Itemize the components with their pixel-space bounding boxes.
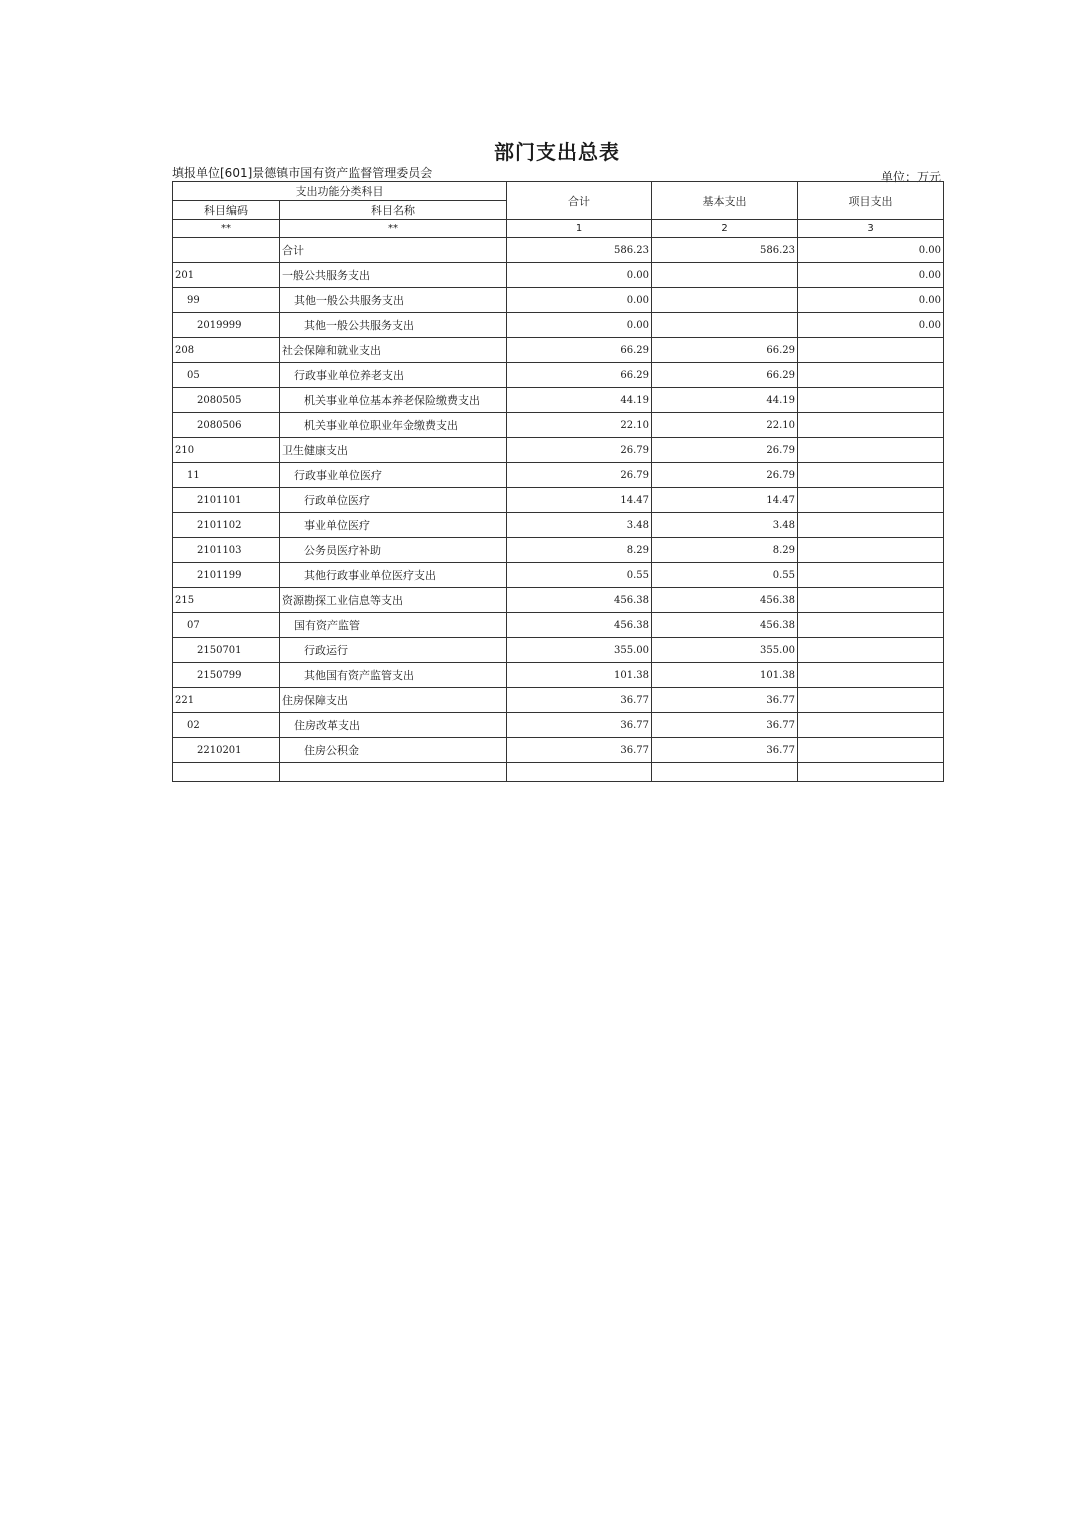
basic-expenditure-cell: 456.38	[652, 588, 798, 613]
project-expenditure-cell	[798, 538, 944, 563]
project-expenditure-cell	[798, 613, 944, 638]
empty-cell	[507, 763, 652, 782]
subject-code-cell: 11	[173, 463, 280, 488]
project-expenditure-cell	[798, 513, 944, 538]
index-cell: 1	[507, 220, 652, 238]
empty-cell	[652, 763, 798, 782]
table-row	[173, 463, 944, 488]
table-row	[173, 613, 944, 638]
subject-code-cell: 221	[173, 688, 280, 713]
subject-name-cell: 其他行政事业单位医疗支出	[280, 563, 507, 588]
header-subject-code: 科目编码	[173, 201, 280, 220]
project-expenditure-cell: 0.00	[798, 238, 944, 263]
basic-expenditure-cell: 36.77	[652, 738, 798, 763]
subject-name-cell: 住房改革支出	[280, 713, 507, 738]
project-expenditure-cell	[798, 713, 944, 738]
project-expenditure-cell	[798, 738, 944, 763]
index-cell: **	[280, 220, 507, 238]
total-cell: 44.19	[507, 388, 652, 413]
subject-code-cell: 2101103	[173, 538, 280, 563]
project-expenditure-cell	[798, 388, 944, 413]
project-expenditure-cell: 0.00	[798, 263, 944, 288]
subject-name-cell: 行政事业单位医疗	[280, 463, 507, 488]
basic-expenditure-cell	[652, 288, 798, 313]
subject-code-cell: 208	[173, 338, 280, 363]
table-row	[173, 438, 944, 463]
project-expenditure-cell	[798, 338, 944, 363]
header-row-group	[173, 182, 944, 201]
total-cell: 3.48	[507, 513, 652, 538]
total-cell: 36.77	[507, 713, 652, 738]
basic-expenditure-cell: 8.29	[652, 538, 798, 563]
subject-name-cell: 机关事业单位职业年金缴费支出	[280, 413, 507, 438]
subject-name-cell: 社会保障和就业支出	[280, 338, 507, 363]
index-cell: **	[173, 220, 280, 238]
subject-code-cell: 201	[173, 263, 280, 288]
header-subject-name: 科目名称	[280, 201, 507, 220]
project-expenditure-cell	[798, 363, 944, 388]
basic-expenditure-cell: 22.10	[652, 413, 798, 438]
total-cell: 14.47	[507, 488, 652, 513]
basic-expenditure-cell: 101.38	[652, 663, 798, 688]
header-project-expenditure: 项目支出	[798, 182, 944, 220]
empty-cell	[280, 763, 507, 782]
table-row	[173, 738, 944, 763]
header-total: 合计	[507, 182, 652, 220]
project-expenditure-cell	[798, 463, 944, 488]
basic-expenditure-cell: 66.29	[652, 338, 798, 363]
table-row	[173, 488, 944, 513]
project-expenditure-cell	[798, 663, 944, 688]
subject-name-cell: 事业单位医疗	[280, 513, 507, 538]
basic-expenditure-cell: 44.19	[652, 388, 798, 413]
table-row	[173, 663, 944, 688]
basic-expenditure-cell	[652, 263, 798, 288]
table-row	[173, 363, 944, 388]
subject-code-cell: 2080505	[173, 388, 280, 413]
basic-expenditure-cell: 26.79	[652, 438, 798, 463]
subject-code-cell: 07	[173, 613, 280, 638]
basic-expenditure-cell: 586.23	[652, 238, 798, 263]
currency-unit: 单位：万元	[880, 170, 941, 184]
subject-name-cell: 行政运行	[280, 638, 507, 663]
table-row	[173, 688, 944, 713]
reporting-unit: 填报单位[601]景德镇市国有资产监督管理委员会	[172, 166, 433, 180]
empty-cell	[798, 763, 944, 782]
total-cell: 26.79	[507, 438, 652, 463]
empty-cell	[173, 763, 280, 782]
basic-expenditure-cell: 36.77	[652, 713, 798, 738]
basic-expenditure-cell: 36.77	[652, 688, 798, 713]
total-cell: 355.00	[507, 638, 652, 663]
project-expenditure-cell: 0.00	[798, 313, 944, 338]
project-expenditure-cell	[798, 488, 944, 513]
subject-code-cell: 05	[173, 363, 280, 388]
index-cell: 2	[652, 220, 798, 238]
project-expenditure-cell	[798, 688, 944, 713]
subject-name-cell: 住房保障支出	[280, 688, 507, 713]
total-cell: 8.29	[507, 538, 652, 563]
basic-expenditure-cell: 26.79	[652, 463, 798, 488]
empty-row	[173, 763, 944, 782]
subject-name-cell: 行政单位医疗	[280, 488, 507, 513]
subject-name-cell: 资源勘探工业信息等支出	[280, 588, 507, 613]
basic-expenditure-cell: 14.47	[652, 488, 798, 513]
total-cell: 0.55	[507, 563, 652, 588]
total-cell: 0.00	[507, 288, 652, 313]
table-row	[173, 713, 944, 738]
subject-code-cell: 2210201	[173, 738, 280, 763]
subject-name-cell: 国有资产监管	[280, 613, 507, 638]
subject-name-cell: 一般公共服务支出	[280, 263, 507, 288]
total-cell: 22.10	[507, 413, 652, 438]
total-cell: 26.79	[507, 463, 652, 488]
index-cell: 3	[798, 220, 944, 238]
index-row	[173, 220, 944, 238]
total-cell: 586.23	[507, 238, 652, 263]
total-cell: 66.29	[507, 363, 652, 388]
subject-code-cell: 210	[173, 438, 280, 463]
table-row	[173, 413, 944, 438]
total-cell: 0.00	[507, 263, 652, 288]
subject-name-cell: 其他一般公共服务支出	[280, 288, 507, 313]
subject-code-cell: 2080506	[173, 413, 280, 438]
table-row	[173, 238, 944, 263]
basic-expenditure-cell: 456.38	[652, 613, 798, 638]
basic-expenditure-cell	[652, 313, 798, 338]
table-row	[173, 563, 944, 588]
basic-expenditure-cell: 3.48	[652, 513, 798, 538]
subject-code-cell: 2101101	[173, 488, 280, 513]
total-cell: 456.38	[507, 613, 652, 638]
header-basic-expenditure: 基本支出	[652, 182, 798, 220]
page-title: 部门支出总表	[494, 140, 620, 164]
table-row	[173, 388, 944, 413]
subject-code-cell: 2101102	[173, 513, 280, 538]
subject-code-cell: 02	[173, 713, 280, 738]
project-expenditure-cell	[798, 438, 944, 463]
subject-name-cell: 卫生健康支出	[280, 438, 507, 463]
subject-name-cell: 公务员医疗补助	[280, 538, 507, 563]
table-row	[173, 538, 944, 563]
subject-name-cell: 行政事业单位养老支出	[280, 363, 507, 388]
total-cell: 36.77	[507, 688, 652, 713]
table-row	[173, 313, 944, 338]
table-row	[173, 288, 944, 313]
table-row	[173, 263, 944, 288]
subject-code-cell: 2101199	[173, 563, 280, 588]
subject-name-cell: 住房公积金	[280, 738, 507, 763]
project-expenditure-cell	[798, 563, 944, 588]
total-cell: 36.77	[507, 738, 652, 763]
basic-expenditure-cell: 0.55	[652, 563, 798, 588]
header-function-category: 支出功能分类科目	[173, 182, 507, 201]
basic-expenditure-cell: 66.29	[652, 363, 798, 388]
project-expenditure-cell	[798, 638, 944, 663]
total-cell: 456.38	[507, 588, 652, 613]
project-expenditure-cell	[798, 588, 944, 613]
project-expenditure-cell	[798, 413, 944, 438]
subject-name-cell: 其他国有资产监管支出	[280, 663, 507, 688]
subject-name-cell: 其他一般公共服务支出	[280, 313, 507, 338]
table-row	[173, 513, 944, 538]
subject-code-cell: 2150799	[173, 663, 280, 688]
subject-name-cell: 合计	[280, 238, 507, 263]
subject-code-cell: 99	[173, 288, 280, 313]
subject-code-cell	[173, 238, 280, 263]
basic-expenditure-cell: 355.00	[652, 638, 798, 663]
table-row	[173, 338, 944, 363]
total-cell: 66.29	[507, 338, 652, 363]
subject-code-cell: 215	[173, 588, 280, 613]
subject-name-cell: 机关事业单位基本养老保险缴费支出	[280, 388, 507, 413]
total-cell: 101.38	[507, 663, 652, 688]
expenditure-table	[172, 181, 944, 782]
project-expenditure-cell: 0.00	[798, 288, 944, 313]
total-cell: 0.00	[507, 313, 652, 338]
table-row	[173, 638, 944, 663]
subject-code-cell: 2019999	[173, 313, 280, 338]
table-row	[173, 588, 944, 613]
subject-code-cell: 2150701	[173, 638, 280, 663]
